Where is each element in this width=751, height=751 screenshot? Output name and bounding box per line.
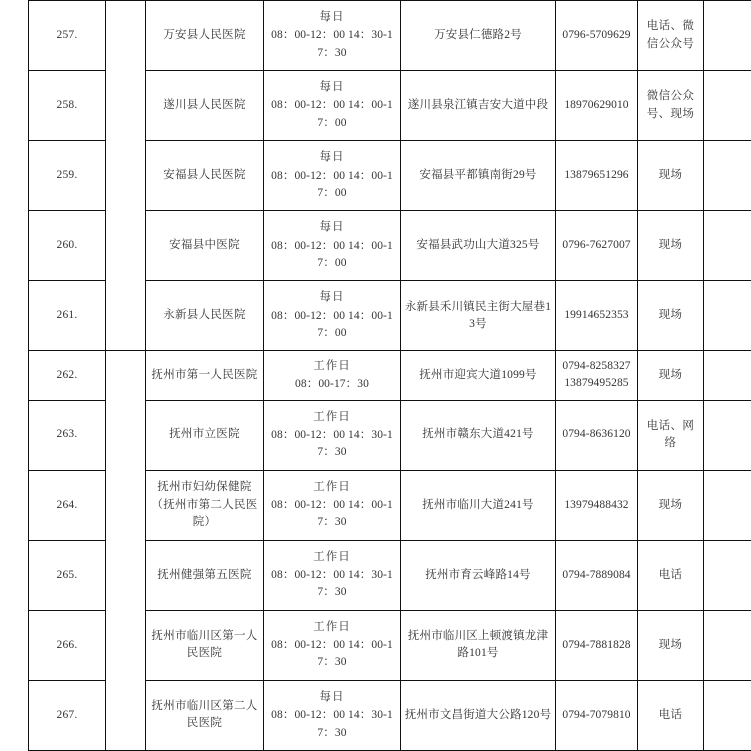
row-index: 262. — [29, 351, 106, 400]
service-hours-value: 08：00-12：00 14：00-17：30 — [271, 639, 393, 669]
booking-mode: 现场 — [638, 470, 704, 540]
phone-number — [556, 610, 638, 680]
table-row — [29, 1, 751, 71]
service-hours — [264, 141, 401, 211]
service-hours — [264, 71, 401, 141]
booking-mode: 电话、网络 — [638, 400, 704, 470]
phone-line: 0794-8258327 — [562, 360, 631, 373]
booking-mode: 现场 — [638, 351, 704, 400]
row-index: 257. — [29, 1, 106, 71]
row-index: 266. — [29, 610, 106, 680]
phone-line: 13979488432 — [564, 498, 629, 511]
service-hours — [264, 211, 401, 281]
row-index: 264. — [29, 470, 106, 540]
phone-line: 0794-8636120 — [562, 428, 631, 441]
phone-line: 13879651296 — [564, 169, 629, 182]
service-hours — [264, 281, 401, 351]
extra-cell — [704, 680, 751, 750]
row-index: 259. — [29, 141, 106, 211]
address: 抚州市临川大道241号 — [401, 470, 556, 540]
address: 万安县仁德路2号 — [401, 1, 556, 71]
service-hours-value: 08：00-12：00 14：00-17：30 — [271, 499, 393, 529]
service-hours — [264, 540, 401, 610]
booking-mode: 现场 — [638, 610, 704, 680]
phone-number — [556, 71, 638, 141]
address: 抚州市文昌街道大公路120号 — [401, 680, 556, 750]
hospital-name: 抚州市临川区第二人民医院 — [146, 680, 264, 750]
service-hours — [264, 680, 401, 750]
hospital-name: 抚州市立医院 — [146, 400, 264, 470]
phone-number — [556, 211, 638, 281]
extra-cell — [704, 281, 751, 351]
row-index: 265. — [29, 540, 106, 610]
city-group-cell — [106, 351, 146, 751]
service-day-label: 工作日 — [313, 410, 351, 423]
extra-cell — [704, 1, 751, 71]
service-day-label: 工作日 — [313, 359, 351, 372]
address: 抚州市赣东大道421号 — [401, 400, 556, 470]
service-hours — [264, 1, 401, 71]
service-day-label: 每日 — [319, 221, 345, 234]
service-day-label: 工作日 — [313, 620, 351, 633]
extra-cell — [704, 351, 751, 400]
address: 抚州市育云峰路14号 — [401, 540, 556, 610]
address: 遂川县泉江镇吉安大道中段 — [401, 71, 556, 141]
address: 安福县武功山大道325号 — [401, 211, 556, 281]
service-hours-value: 08：00-12：00 14：00-17：00 — [271, 239, 393, 269]
extra-cell — [704, 211, 751, 281]
booking-mode: 现场 — [638, 281, 704, 351]
service-day-label: 工作日 — [313, 550, 351, 563]
extra-cell — [704, 610, 751, 680]
phone-number — [556, 680, 638, 750]
hospital-name: 抚州健强第五医院 — [146, 540, 264, 610]
row-index: 261. — [29, 281, 106, 351]
hospital-name: 抚州市第一人民医院 — [146, 351, 264, 400]
row-index: 267. — [29, 680, 106, 750]
table-row — [29, 351, 751, 400]
service-day-label: 每日 — [319, 151, 345, 164]
service-hours-value: 08：00-12：00 14：00-17：00 — [271, 169, 393, 199]
service-hours-value: 08：00-17：30 — [295, 377, 369, 390]
address: 抚州市迎宾大道1099号 — [401, 351, 556, 400]
extra-cell — [704, 71, 751, 141]
extra-cell — [704, 400, 751, 470]
hospital-name: 安福县人民医院 — [146, 141, 264, 211]
address: 抚州市临川区上顿渡镇龙津路101号 — [401, 610, 556, 680]
service-hours-value: 08：00-12：00 14：00-17：00 — [271, 309, 393, 339]
phone-number — [556, 281, 638, 351]
booking-mode: 微信公众号、现场 — [638, 71, 704, 141]
service-hours-value: 08：00-12：00 14：30-17：30 — [271, 29, 393, 59]
hospital-name: 永新县人民医院 — [146, 281, 264, 351]
booking-mode: 现场 — [638, 211, 704, 281]
service-hours-value: 08：00-12：00 14：30-17：30 — [271, 428, 393, 459]
phone-line: 0794-7881828 — [562, 638, 631, 651]
phone-line: 13879495285 — [564, 377, 629, 390]
phone-number — [556, 351, 638, 400]
address: 安福县平都镇南街29号 — [401, 141, 556, 211]
phone-number — [556, 540, 638, 610]
service-hours — [264, 351, 401, 400]
table-body — [29, 1, 751, 751]
phone-line: 0796-7627007 — [562, 239, 631, 252]
service-hours-value: 08：00-12：00 14：30-17：30 — [271, 569, 393, 599]
city-group-cell — [106, 1, 146, 351]
hospital-table — [28, 0, 751, 751]
row-index: 258. — [29, 71, 106, 141]
row-index: 263. — [29, 400, 106, 470]
phone-number — [556, 400, 638, 470]
service-day-label: 每日 — [319, 81, 345, 94]
phone-line: 0796-5709629 — [562, 28, 631, 41]
service-day-label: 每日 — [319, 11, 345, 24]
service-hours — [264, 470, 401, 540]
phone-line: 0794-7079810 — [562, 708, 631, 721]
booking-mode: 电话、微信公众号 — [638, 1, 704, 71]
hospital-name: 抚州市妇幼保健院（抚州市第二人民医院） — [146, 470, 264, 540]
service-day-label: 每日 — [319, 691, 345, 704]
extra-cell — [704, 470, 751, 540]
phone-line: 0794-7889084 — [562, 568, 631, 581]
hospital-name: 安福县中医院 — [146, 211, 264, 281]
service-hours — [264, 400, 401, 470]
service-hours — [264, 610, 401, 680]
hospital-name: 遂川县人民医院 — [146, 71, 264, 141]
booking-mode: 电话 — [638, 680, 704, 750]
service-day-label: 工作日 — [313, 480, 351, 493]
phone-number — [556, 141, 638, 211]
service-hours-value: 08：00-12：00 14：00-17：00 — [271, 99, 393, 129]
hospital-name: 抚州市临川区第一人民医院 — [146, 610, 264, 680]
service-hours-value: 08：00-12：00 14：30-17：30 — [271, 709, 393, 739]
extra-cell — [704, 141, 751, 211]
booking-mode: 电话 — [638, 540, 704, 610]
phone-line: 18970629010 — [564, 98, 629, 111]
address: 永新县禾川镇民主街大屋巷13号 — [401, 281, 556, 351]
extra-cell — [704, 540, 751, 610]
booking-mode: 现场 — [638, 141, 704, 211]
phone-line: 19914652353 — [564, 309, 629, 322]
row-index: 260. — [29, 211, 106, 281]
service-day-label: 每日 — [319, 291, 345, 304]
phone-number — [556, 1, 638, 71]
hospital-name: 万安县人民医院 — [146, 1, 264, 71]
phone-number — [556, 470, 638, 540]
